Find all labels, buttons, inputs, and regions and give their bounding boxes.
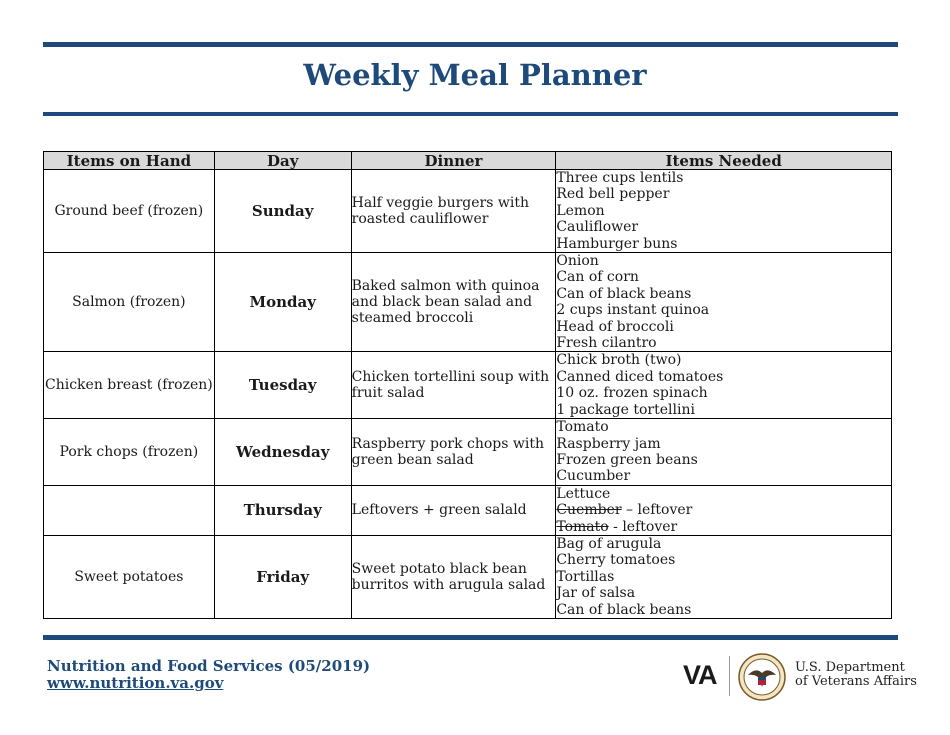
day-cell: Friday bbox=[214, 535, 351, 618]
list-item: Can of black beans bbox=[556, 285, 692, 302]
items-needed-cell bbox=[556, 352, 892, 419]
list-item: Lemon bbox=[556, 202, 605, 219]
struck-text: Cuember bbox=[556, 502, 622, 519]
dinner-cell: Raspberry pork chops with green bean salad bbox=[351, 419, 556, 486]
list-item-struck bbox=[556, 519, 891, 535]
list-item: Can of corn bbox=[556, 269, 639, 286]
list-item: Cucumber bbox=[556, 468, 631, 485]
items-on-hand-cell: Sweet potatoes bbox=[44, 535, 215, 618]
items-on-hand-cell: Salmon (frozen) bbox=[44, 253, 215, 352]
list-item: 2 cups instant quinoa bbox=[556, 302, 710, 319]
list-item: Head of broccoli bbox=[556, 318, 674, 335]
list-item: Fresh cilantro bbox=[556, 335, 657, 352]
list-item: 10 oz. frozen spinach bbox=[556, 385, 708, 402]
list-item: Chick broth (two) bbox=[556, 352, 682, 369]
list-item-struck bbox=[556, 502, 891, 518]
department-name bbox=[795, 661, 917, 689]
department-line-2: of Veterans Affairs bbox=[795, 674, 917, 689]
va-seal-icon bbox=[738, 653, 786, 701]
day-cell: Sunday bbox=[214, 170, 351, 253]
items-needed-cell bbox=[556, 485, 892, 535]
struck-note: - leftover bbox=[608, 518, 678, 535]
title-underline-rule bbox=[43, 112, 898, 116]
items-needed-cell bbox=[556, 170, 892, 253]
table-row bbox=[44, 352, 892, 419]
list-item: Can of black beans bbox=[556, 601, 692, 618]
header-items-on-hand: Items on Hand bbox=[44, 152, 215, 170]
items-on-hand-cell: Pork chops (frozen) bbox=[44, 419, 215, 486]
table-row bbox=[44, 170, 892, 253]
day-cell: Monday bbox=[214, 253, 351, 352]
list-item: Lettuce bbox=[556, 485, 611, 502]
list-item: Red bell pepper bbox=[556, 186, 670, 203]
list-item: Tomato bbox=[556, 419, 609, 436]
items-needed-cell bbox=[556, 253, 892, 352]
dinner-cell: Half veggie burgers with roasted cauliflower bbox=[351, 170, 556, 253]
items-on-hand-cell: Chicken breast (frozen) bbox=[44, 352, 215, 419]
list-item: Hamburger buns bbox=[556, 235, 678, 252]
list-item: Tortillas bbox=[556, 568, 615, 585]
dinner-cell: Sweet potato black bean burritos with arugula salad bbox=[351, 535, 556, 618]
footer-rule bbox=[43, 635, 898, 640]
header-items-needed: Items Needed bbox=[556, 152, 892, 170]
list-item: Canned diced tomatoes bbox=[556, 368, 724, 385]
logo-divider bbox=[729, 656, 730, 696]
va-logo: VA bbox=[683, 660, 717, 690]
list-item: Raspberry jam bbox=[556, 435, 661, 452]
list-item: 1 package tortellini bbox=[556, 401, 695, 418]
list-item: Cauliflower bbox=[556, 219, 639, 236]
header-day: Day bbox=[214, 152, 351, 170]
struck-note: – leftover bbox=[621, 502, 693, 519]
items-on-hand-cell: Ground beef (frozen) bbox=[44, 170, 215, 253]
items-on-hand-cell bbox=[44, 485, 215, 535]
items-needed-cell bbox=[556, 535, 892, 618]
header-dinner: Dinner bbox=[351, 152, 556, 170]
list-item: Bag of arugula bbox=[556, 535, 662, 552]
table-row bbox=[44, 419, 892, 486]
day-cell: Thursday bbox=[214, 485, 351, 535]
department-line-1: U.S. Department bbox=[795, 660, 905, 675]
list-item: Jar of salsa bbox=[556, 585, 636, 602]
items-needed-cell bbox=[556, 419, 892, 486]
day-cell: Tuesday bbox=[214, 352, 351, 419]
table-row bbox=[44, 485, 892, 535]
dinner-cell: Leftovers + green salald bbox=[351, 485, 556, 535]
list-item: Three cups lentils bbox=[556, 170, 684, 186]
list-item: Cherry tomatoes bbox=[556, 552, 676, 569]
struck-text: Tomato bbox=[556, 518, 609, 535]
top-rule bbox=[43, 42, 898, 47]
dinner-cell: Chicken tortellini soup with fruit salad bbox=[351, 352, 556, 419]
table-row bbox=[44, 535, 892, 618]
table-row bbox=[44, 253, 892, 352]
meal-planner-table bbox=[43, 151, 892, 619]
day-cell: Wednesday bbox=[214, 419, 351, 486]
list-item: Onion bbox=[556, 253, 599, 270]
dinner-cell: Baked salmon with quinoa and black bean salad and steamed broccoli bbox=[351, 253, 556, 352]
list-item: Frozen green beans bbox=[556, 451, 698, 468]
table-header-row bbox=[44, 152, 892, 170]
footer-website-link[interactable]: www.nutrition.va.gov bbox=[47, 674, 224, 692]
page-title: Weekly Meal Planner bbox=[303, 58, 647, 92]
footer-organization: Nutrition and Food Services (05/2019) bbox=[47, 657, 371, 675]
